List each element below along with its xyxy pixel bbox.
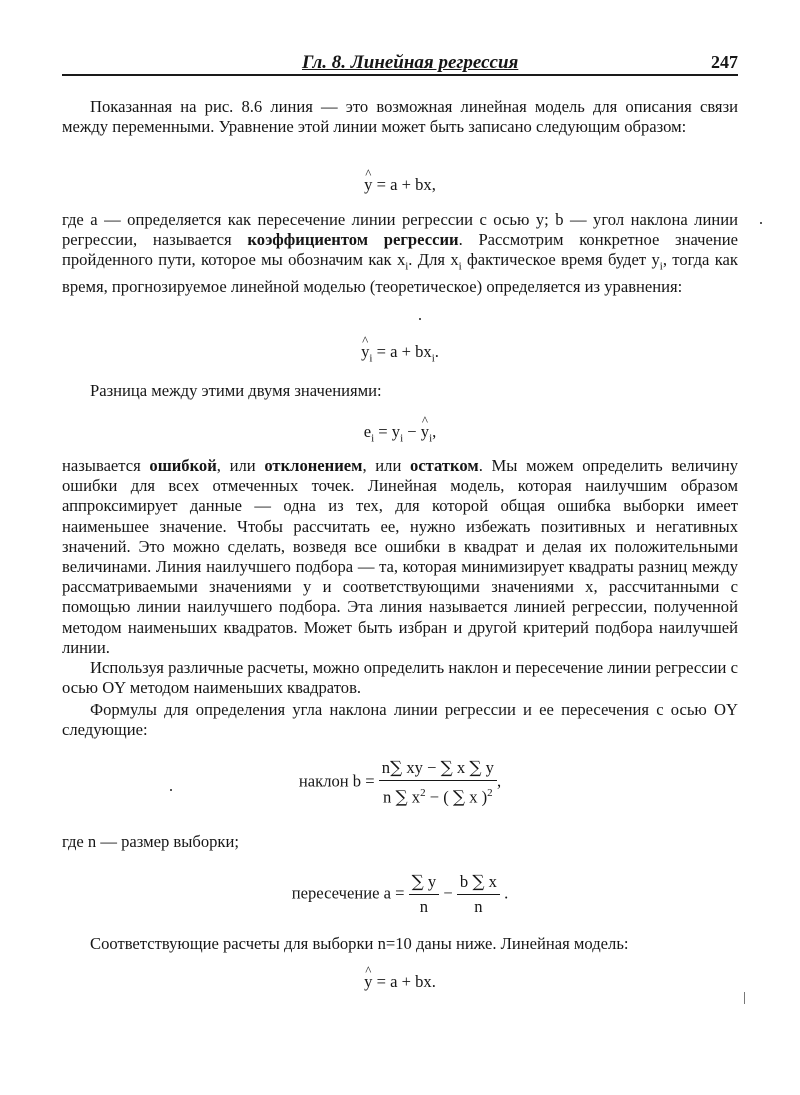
var-n: n [419, 897, 429, 916]
sigma-icon: ∑ [411, 872, 424, 892]
text-fragment: . Для [408, 250, 451, 270]
subscript: i [371, 432, 375, 445]
formula-intercept [62, 872, 738, 917]
equation-rhs: = a + bx. [372, 972, 436, 991]
slope-fraction [379, 758, 497, 808]
punctuation: . [434, 342, 439, 361]
term-y: y [423, 872, 437, 891]
intercept-fraction-1 [409, 872, 440, 917]
equation-error [62, 422, 738, 448]
term-residual: остатком [410, 456, 479, 475]
paragraph-calculations: Используя различные расчеты, можно определить наклон и пересечение линии регрессии с осью OY методом наименьших квадратов. [62, 658, 738, 698]
paragraph-intro: Показанная на рис. 8.6 линия — это возможная линейная модель для описания связи между переменными. Уравнение этой линии может быть записано следующим образом: [62, 97, 738, 137]
term-x: x [407, 787, 421, 807]
paragraph-difference: Разница между этими двумя значениями: [90, 381, 382, 400]
term-y: y [481, 758, 494, 777]
paragraph-error-terms [62, 456, 738, 658]
text-fragment: , или [362, 456, 411, 475]
term-x: x [484, 872, 497, 891]
scan-dot [170, 789, 172, 791]
exponent: 2 [487, 787, 493, 799]
sigma-icon: ∑ [472, 872, 485, 892]
page-number: 247 [711, 52, 738, 72]
subscript: i [458, 260, 462, 273]
text-fragment: . Мы можем определить величину ошибки для всех отмеченных точек. Линейная модель, которая наилучшим образом аппроксимирует данные — одна из тех, для которой общая ошибка выборки имеет наименьшее значение. Чтобы рассчитать ее, нужно избежать позитивных и негативных значений. Это можно сделать, возведя все ошибки в квадрат и делая их положительными величинами. Линия наилучшего подбора — та, которая минимизирует квадраты разниц между рассматриваемыми значениями y и соответствующими значениями x, рассчитанными с помощью линии наилучшего подбора. Эта линия называется линией регрессии, полученной методом наименьших квадратов. Может быть избран и другой критерий подбора наилучшей линии. [62, 456, 738, 657]
subscript: i [659, 260, 663, 273]
text-fragment: . Рассмотрим конкретное значение пройденного пути, которое мы обозначим как [62, 230, 738, 270]
minus-sign: − [439, 883, 457, 903]
var-e: e [363, 422, 372, 441]
intercept-numerator [409, 872, 440, 895]
subscript: i [431, 352, 435, 365]
sigma-icon: ∑ [395, 787, 408, 808]
var-b: b [459, 872, 473, 891]
term-error: ошибкой [149, 456, 217, 475]
intercept-label: пересечение a = [291, 883, 409, 903]
y-hat: ^ y [364, 175, 372, 195]
text-fragment: где a — определяется как пересечение линии регрессии с осью y; b — угол наклона линии регрессии, называется [62, 210, 738, 250]
var-x: x [450, 250, 459, 270]
chapter-title: Гл. 8. Линейная регрессия [302, 52, 519, 73]
subscript: i [369, 352, 373, 365]
var-x: x [396, 250, 406, 270]
text-fragment: фактическое время будет [461, 250, 652, 270]
minus-sign: − ( [425, 787, 453, 807]
equation-predicted [62, 342, 738, 368]
term-xy: xy − [402, 758, 441, 777]
equation-linear-model [62, 972, 738, 992]
slope-label: наклон b = [298, 771, 379, 791]
paragraph-sample-calc: Соответствующие расчеты для выборки n=10 даны ниже. Линейная модель: [90, 934, 629, 953]
intercept-numerator [457, 872, 500, 895]
running-header [62, 50, 738, 76]
var-n: n [474, 897, 483, 916]
term-regression-coefficient: коэффициентом регрессии [247, 230, 459, 250]
term-x: x ) [465, 787, 488, 807]
y-hat: ^ y [421, 422, 429, 442]
scan-dot [760, 222, 762, 224]
term-x: x [452, 758, 470, 777]
equation-rhs: = a + bx, [372, 175, 436, 194]
sigma-icon: ∑ [452, 787, 466, 808]
subscript: i [429, 432, 433, 445]
punctuation: , [496, 771, 502, 791]
intercept-fraction-2 [457, 872, 500, 917]
punctuation: , [432, 422, 437, 441]
formula-slope [62, 758, 738, 808]
var-y: y [651, 250, 660, 270]
paragraph-formulas-intro: Формулы для определения угла наклона линии регрессии и ее пересечения с осью OY следующие: [62, 700, 738, 740]
equation-regression-line [62, 175, 738, 195]
slope-numerator [379, 758, 497, 781]
equation-rhs: = a + bx [372, 342, 432, 361]
minus-sign: − [403, 422, 421, 441]
var-n: n [381, 758, 391, 777]
sigma-icon: ∑ [440, 758, 453, 778]
exponent: 2 [420, 787, 426, 799]
term-deviation: отклонением [264, 456, 363, 475]
scan-dot [419, 318, 421, 320]
slope-denominator [379, 781, 497, 808]
var-n: n [383, 787, 396, 807]
text-fragment: , тогда как время, прогнозируемое линейной моделью (теоретическое) определяется из уравнения: [62, 250, 738, 296]
subscript: i [400, 432, 404, 445]
sigma-icon: ∑ [469, 758, 482, 778]
equation-part: = y [374, 422, 401, 441]
paragraph-definitions [62, 210, 738, 297]
text-fragment: называется [62, 456, 150, 475]
paragraph-sample-size: где n — размер выборки; [62, 832, 239, 851]
text-fragment: , или [216, 456, 265, 475]
sigma-icon: ∑ [390, 758, 403, 778]
scan-mark [744, 992, 745, 1004]
y-hat: ^ y [361, 342, 369, 362]
punctuation: . [499, 883, 509, 903]
y-hat: ^ y [364, 972, 372, 992]
subscript: i [405, 260, 409, 273]
